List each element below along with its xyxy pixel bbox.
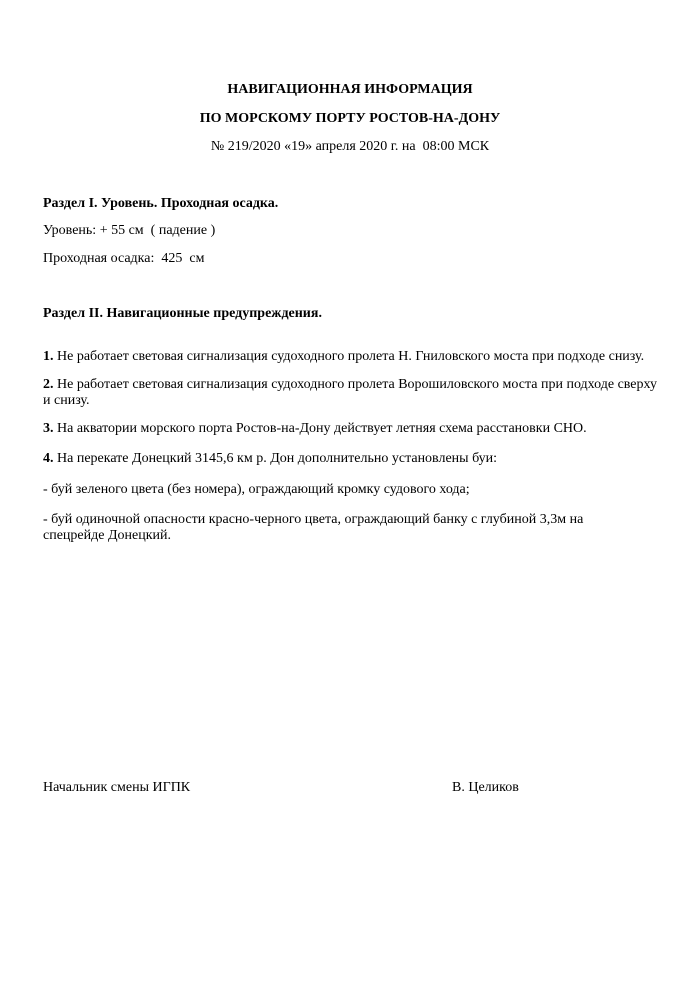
- document-title-line1: НАВИГАЦИОННАЯ ИНФОРМАЦИЯ: [227, 82, 473, 97]
- document-number-date: № 219/2020 «19» апреля 2020 г. на 08:00 МСК: [210, 139, 490, 154]
- section2-heading: Раздел II. Навигационные предупреждения.: [43, 306, 322, 321]
- water-level: Уровень: + 55 см ( падение ): [43, 223, 216, 238]
- buoy-item-2: - буй одиночной опасности красно-черного цвета, ограждающий банку с глубиной 3,3м на спецрейде Донецкий.: [43, 512, 584, 543]
- warning-number: 4.: [43, 451, 54, 466]
- warning-text: Не работает световая сигнализация судоходного пролета Н. Гниловского моста при подходе снизу.: [53, 349, 645, 364]
- warning-item-3: [43, 421, 657, 437]
- buoy-item-1: - буй зеленого цвета (без номера), ограждающий кромку судового хода;: [43, 482, 470, 497]
- warning-number: 2.: [43, 377, 54, 392]
- signatory-position: Начальник смены ИГПК: [43, 780, 191, 795]
- warning-text: На перекате Донецкий 3145,6 км р. Дон дополнительно установлены буи:: [53, 451, 498, 466]
- warning-text: Не работает световая сигнализация судоходного пролета Ворошиловского моста при подходе сверху и снизу.: [43, 377, 657, 408]
- signatory-name: В. Целиков: [452, 780, 519, 795]
- passage-draft: Проходная осадка: 425 см: [43, 251, 205, 266]
- warning-item-2: [43, 377, 657, 409]
- warning-item-4: [43, 451, 657, 467]
- warning-number: 1.: [43, 349, 54, 364]
- section1-heading: Раздел I. Уровень. Проходная осадка.: [43, 196, 279, 211]
- warning-item-1: [43, 349, 657, 365]
- warning-text: На акватории морского порта Ростов-на-Дону действует летняя схема расстановки СНО.: [53, 421, 587, 436]
- warning-number: 3.: [43, 421, 54, 436]
- document-title-line2: ПО МОРСКОМУ ПОРТУ РОСТОВ-НА-ДОНУ: [199, 111, 501, 126]
